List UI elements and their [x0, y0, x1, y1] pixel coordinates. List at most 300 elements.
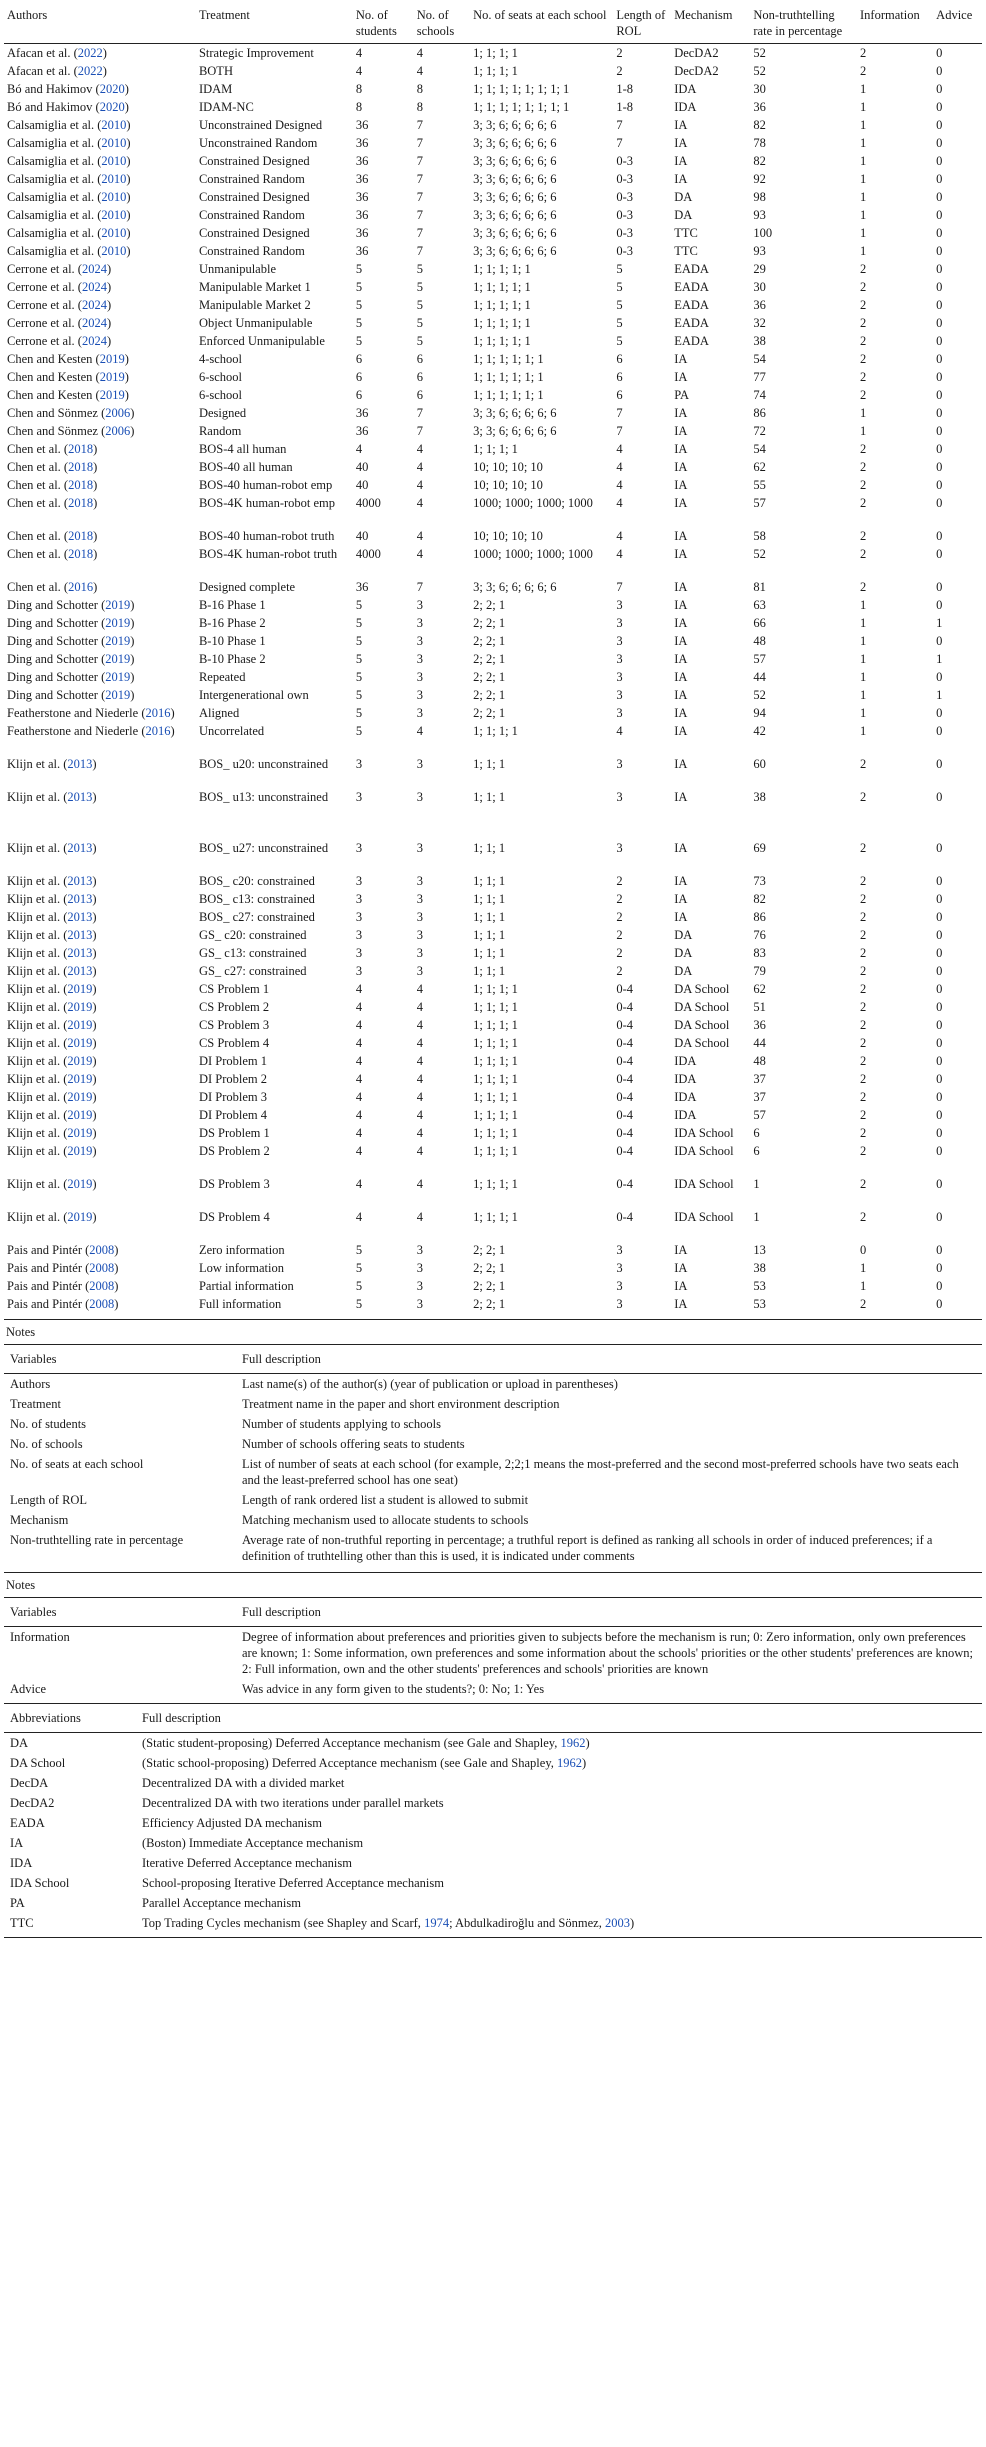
cell-treatment: IDAM	[198, 82, 233, 96]
table-row	[4, 1295, 982, 1313]
cell-author	[4, 368, 196, 386]
citation-link[interactable]: 2003	[604, 1916, 630, 1930]
cell-rol: 5	[616, 298, 623, 312]
author-year-link[interactable]: 2013	[67, 841, 93, 855]
cell-schools: 3	[416, 1243, 424, 1257]
cell-author	[4, 1034, 196, 1052]
paren: )	[170, 724, 175, 738]
cell-schools: 4	[416, 442, 424, 456]
col-mechanism: Mechanism	[674, 8, 733, 22]
cell-ntr: 54	[753, 442, 766, 456]
cell-treatment: Aligned	[198, 706, 240, 720]
author-year-link[interactable]: 2010	[101, 208, 127, 222]
author-year-link[interactable]: 2010	[101, 136, 127, 150]
abbr-description	[136, 1853, 982, 1873]
cell-ntr: 32	[753, 316, 766, 330]
cell-rol: 4	[616, 496, 623, 510]
citation-link[interactable]: 1974	[424, 1916, 450, 1930]
cell-students: 5	[355, 280, 363, 294]
table-row	[4, 1088, 982, 1106]
notes-description: Average rate of non-truthful reporting in percentage; a truthful report is defined as ranking all schools in order of induced preferences; if a definition of truthtelling other than this is used, it is indicated under comments	[242, 1533, 933, 1563]
cell-students: 3	[355, 790, 363, 804]
author-name: Calsamiglia et al. (	[7, 244, 102, 258]
cell-seats: 1; 1; 1	[473, 910, 506, 924]
author-year-link[interactable]: 2019	[105, 688, 131, 702]
cell-seats: 2; 2; 1	[473, 706, 506, 720]
abbr-text: )	[629, 1916, 635, 1930]
author-year-link[interactable]: 2008	[89, 1297, 115, 1311]
cell-author	[4, 152, 196, 170]
notes-description: Number of schools offering seats to students	[242, 1437, 465, 1451]
author-year-link[interactable]: 2006	[105, 424, 131, 438]
cell-schools: 7	[416, 208, 424, 222]
cell-seats: 1; 1; 1; 1; 1	[473, 316, 531, 330]
cell-ntr: 69	[753, 841, 766, 855]
cell-students: 3	[355, 874, 363, 888]
cell-students: 4	[355, 1108, 363, 1122]
table-row	[4, 170, 982, 188]
cell-treatment: Constrained Random	[198, 172, 305, 186]
cell-students: 36	[355, 172, 369, 186]
cell-author	[4, 296, 196, 314]
cell-information: 2	[860, 1126, 867, 1140]
cell-author	[4, 668, 196, 686]
cell-schools: 7	[416, 118, 424, 132]
author-name: Klijn et al. (	[7, 1108, 68, 1122]
author-name: Klijn et al. (	[7, 910, 68, 924]
cell-rol: 0-4	[616, 1177, 633, 1191]
author-year-link[interactable]: 2013	[67, 790, 93, 804]
cell-information: 1	[860, 172, 867, 186]
author-year-link[interactable]: 2019	[105, 616, 131, 630]
cell-information: 2	[860, 46, 867, 60]
author-year-link[interactable]: 2019	[67, 1144, 93, 1158]
cell-ntr: 52	[753, 547, 766, 561]
cell-students: 4	[355, 1054, 363, 1068]
author-year-link[interactable]: 2019	[67, 1177, 93, 1191]
cell-schools: 3	[416, 670, 424, 684]
cell-advice: 0	[936, 388, 943, 402]
author-year-link[interactable]: 2018	[68, 460, 94, 474]
citation-link[interactable]: 1962	[557, 1756, 583, 1770]
col-authors: Authors	[7, 8, 48, 22]
author-year-link[interactable]: 2010	[101, 226, 127, 240]
cell-seats: 1; 1; 1	[473, 892, 506, 906]
cell-author	[4, 980, 196, 998]
cell-ntr: 36	[753, 100, 766, 114]
paren: )	[93, 496, 98, 510]
author-year-link[interactable]: 2010	[101, 244, 127, 258]
paren: )	[106, 262, 112, 276]
cell-seats: 1; 1; 1	[473, 874, 506, 888]
cell-students: 5	[355, 670, 363, 684]
paren: )	[130, 424, 135, 438]
cell-mechanism: IA	[674, 406, 688, 420]
cell-schools: 6	[416, 370, 424, 384]
paren: )	[93, 547, 98, 561]
cell-treatment: Unconstrained Random	[198, 136, 318, 150]
notes-row	[4, 1530, 982, 1566]
abbr-row	[4, 1853, 982, 1873]
cell-advice: 0	[936, 928, 943, 942]
cell-seats: 1; 1; 1; 1	[473, 1177, 518, 1191]
table-row	[4, 1070, 982, 1088]
cell-seats: 1000; 1000; 1000; 1000	[473, 547, 593, 561]
author-year-link[interactable]: 2016	[68, 580, 94, 594]
author-year-link[interactable]: 2019	[99, 352, 125, 366]
abbr-text: Top Trading Cycles mechanism (see Shapley and Scarf,	[142, 1916, 425, 1930]
cell-seats: 1; 1; 1; 1	[473, 64, 518, 78]
cell-mechanism: IDA School	[674, 1126, 734, 1140]
cell-schools: 7	[416, 136, 424, 150]
cell-author	[4, 314, 196, 332]
table-row	[4, 1175, 982, 1208]
author-year-link[interactable]: 2016	[145, 724, 171, 738]
cell-rol: 4	[616, 460, 623, 474]
cell-information: 2	[860, 262, 867, 276]
author-year-link[interactable]: 2024	[81, 262, 107, 276]
cell-schools: 7	[416, 226, 424, 240]
paren: )	[92, 1126, 97, 1140]
abbr-key: DecDA2	[10, 1796, 55, 1810]
table-row	[4, 1259, 982, 1277]
cell-ntr: 6	[753, 1144, 760, 1158]
cell-mechanism: IDA	[674, 1054, 697, 1068]
cell-schools: 4	[416, 1177, 424, 1191]
cell-advice: 0	[936, 136, 943, 150]
author-year-link[interactable]: 2019	[105, 652, 131, 666]
table-row	[4, 476, 982, 494]
author-year-link[interactable]: 2019	[67, 1036, 93, 1050]
paren: )	[92, 874, 97, 888]
cell-advice: 0	[936, 316, 943, 330]
table-row	[4, 890, 982, 908]
cell-information: 2	[860, 1108, 867, 1122]
cell-schools: 3	[416, 874, 424, 888]
cell-information: 1	[860, 154, 867, 168]
paren: )	[92, 790, 97, 804]
cell-seats: 1; 1; 1; 1	[473, 1036, 518, 1050]
cell-rol: 4	[616, 529, 623, 543]
cell-author	[4, 704, 196, 722]
cell-information: 2	[860, 1072, 867, 1086]
cell-treatment: DI Problem 1	[198, 1054, 267, 1068]
author-year-link[interactable]: 2020	[99, 100, 125, 114]
cell-treatment: 6-school	[198, 370, 242, 384]
notes-variable: No. of schools	[10, 1437, 83, 1451]
author-year-link[interactable]: 2019	[67, 1210, 93, 1224]
abbr-text: Iterative Deferred Acceptance mechanism	[142, 1856, 352, 1870]
cell-advice: 0	[936, 874, 943, 888]
cell-students: 5	[355, 706, 363, 720]
cell-treatment: DI Problem 4	[198, 1108, 267, 1122]
cell-students: 3	[355, 841, 363, 855]
paren: )	[114, 1243, 119, 1257]
cell-treatment: Manipulable Market 2	[198, 298, 311, 312]
cell-treatment: Constrained Random	[198, 208, 305, 222]
paren: )	[92, 1144, 97, 1158]
table-row	[4, 278, 982, 296]
paren: )	[106, 280, 112, 294]
author-year-link[interactable]: 2008	[89, 1279, 115, 1293]
cell-seats: 1; 1; 1; 1	[473, 1126, 518, 1140]
paren: )	[126, 226, 131, 240]
cell-treatment: DS Problem 2	[198, 1144, 270, 1158]
cell-students: 3	[355, 757, 363, 771]
author-year-link[interactable]: 2018	[68, 547, 94, 561]
author-year-link[interactable]: 2010	[101, 172, 127, 186]
cell-advice: 0	[936, 1018, 943, 1032]
cell-author	[4, 839, 196, 872]
author-year-link[interactable]: 2019	[105, 598, 131, 612]
author-year-link[interactable]: 2019	[67, 1000, 93, 1014]
cell-seats: 2; 2; 1	[473, 598, 506, 612]
cell-schools: 7	[416, 580, 424, 594]
author-year-link[interactable]: 2016	[145, 706, 171, 720]
author-name: Chen and Kesten (	[7, 388, 100, 402]
paren: )	[93, 580, 98, 594]
table-row	[4, 1016, 982, 1034]
cell-author	[4, 596, 196, 614]
cell-seats: 1; 1; 1; 1	[473, 982, 518, 996]
cell-students: 5	[355, 1261, 363, 1275]
author-year-link[interactable]: 2019	[67, 1072, 93, 1086]
cell-ntr: 38	[753, 790, 766, 804]
cell-information: 2	[860, 478, 867, 492]
author-year-link[interactable]: 2018	[68, 496, 94, 510]
cell-seats: 3; 3; 6; 6; 6; 6; 6	[473, 172, 557, 186]
author-year-link[interactable]: 2010	[101, 118, 127, 132]
cell-treatment: B-16 Phase 1	[198, 598, 266, 612]
author-name: Cerrone et al. (	[7, 334, 82, 348]
cell-mechanism: IA	[674, 136, 688, 150]
cell-ntr: 60	[753, 757, 766, 771]
cell-students: 5	[355, 298, 363, 312]
paren: )	[93, 529, 98, 543]
cell-treatment: BOS_ u27: unconstrained	[198, 841, 329, 855]
cell-ntr: 52	[753, 688, 766, 702]
cell-students: 4000	[355, 496, 381, 510]
cell-treatment: BOS_ c20: constrained	[198, 874, 315, 888]
cell-information: 2	[860, 1036, 867, 1050]
cell-information: 2	[860, 1210, 867, 1224]
author-year-link[interactable]: 2019	[105, 634, 131, 648]
cell-advice: 0	[936, 190, 943, 204]
author-year-link[interactable]: 2010	[101, 190, 127, 204]
cell-seats: 1; 1; 1; 1	[473, 1090, 518, 1104]
author-year-link[interactable]: 2018	[68, 529, 94, 543]
cell-seats: 1; 1; 1; 1; 1; 1	[473, 388, 544, 402]
cell-ntr: 82	[753, 892, 766, 906]
cell-rol: 3	[616, 1279, 623, 1293]
cell-author	[4, 242, 196, 260]
author-name: Klijn et al. (	[7, 964, 68, 978]
author-year-link[interactable]: 2006	[105, 406, 131, 420]
table-row	[4, 80, 982, 98]
notes-row	[4, 1414, 982, 1434]
cell-information: 1	[860, 118, 867, 132]
cell-advice: 0	[936, 598, 943, 612]
author-year-link[interactable]: 2019	[99, 388, 125, 402]
cell-mechanism: IA	[674, 460, 688, 474]
notes-description: Number of students applying to schools	[242, 1417, 441, 1431]
cell-students: 3	[355, 928, 363, 942]
paren: )	[130, 688, 135, 702]
cell-advice: 0	[936, 460, 943, 474]
cell-seats: 2; 2; 1	[473, 1243, 506, 1257]
cell-schools: 4	[416, 529, 424, 543]
cell-information: 2	[860, 1177, 867, 1191]
author-year-link[interactable]: 2019	[67, 1126, 93, 1140]
cell-students: 4	[355, 1072, 363, 1086]
table-row	[4, 350, 982, 368]
abbr-row	[4, 1753, 982, 1773]
author-name: Klijn et al. (	[7, 1000, 68, 1014]
notes-col-description: Full description	[242, 1605, 321, 1619]
abbr-description	[136, 1893, 982, 1913]
cell-ntr: 94	[753, 706, 766, 720]
author-year-link[interactable]: 2019	[67, 1090, 93, 1104]
author-name: Calsamiglia et al. (	[7, 154, 102, 168]
cell-treatment: Unmanipulable	[198, 262, 277, 276]
author-year-link[interactable]: 2019	[67, 982, 93, 996]
paren: )	[130, 616, 135, 630]
cell-advice: 0	[936, 100, 943, 114]
cell-advice: 0	[936, 118, 943, 132]
cell-information: 1	[860, 244, 867, 258]
author-name: Ding and Schotter (	[7, 670, 106, 684]
table-row	[4, 404, 982, 422]
table-row	[4, 134, 982, 152]
author-name: Chen and Kesten (	[7, 352, 100, 366]
cell-schools: 3	[416, 910, 424, 924]
abbr-description	[136, 1753, 982, 1773]
cell-information: 1	[860, 670, 867, 684]
cell-author	[4, 788, 196, 839]
cell-seats: 1; 1; 1; 1	[473, 1018, 518, 1032]
author-year-link[interactable]: 2008	[89, 1261, 115, 1275]
paren: )	[92, 946, 97, 960]
cell-advice: 0	[936, 1279, 943, 1293]
citation-link[interactable]: 1962	[560, 1736, 586, 1750]
cell-rol: 1-8	[616, 100, 633, 114]
author-year-link[interactable]: 2019	[99, 370, 125, 384]
cell-seats: 2; 2; 1	[473, 634, 506, 648]
cell-author	[4, 404, 196, 422]
notes-variable: No. of seats at each school	[10, 1457, 144, 1471]
cell-ntr: 82	[753, 118, 766, 132]
abbr-text: (Static student-proposing) Deferred Acceptance mechanism (see Gale and Shapley,	[142, 1736, 561, 1750]
cell-ntr: 73	[753, 874, 766, 888]
cell-information: 2	[860, 1000, 867, 1014]
author-year-link[interactable]: 2020	[99, 82, 125, 96]
author-year-link[interactable]: 2024	[81, 316, 107, 330]
abbr-key: DA	[10, 1736, 29, 1750]
cell-seats: 1; 1; 1; 1; 1	[473, 298, 531, 312]
cell-advice: 0	[936, 280, 943, 294]
table-row	[4, 116, 982, 134]
author-year-link[interactable]: 2013	[67, 874, 93, 888]
notes-variable: Authors	[10, 1377, 51, 1391]
cell-seats: 1; 1; 1; 1	[473, 1000, 518, 1014]
cell-author	[4, 908, 196, 926]
paren: )	[126, 136, 131, 150]
author-name: Klijn et al. (	[7, 790, 68, 804]
author-year-link[interactable]: 2019	[105, 670, 131, 684]
author-year-link[interactable]: 2019	[67, 1018, 93, 1032]
author-year-link[interactable]: 2018	[68, 478, 94, 492]
cell-rol: 0-4	[616, 1036, 633, 1050]
author-year-link[interactable]: 2018	[68, 442, 94, 456]
cell-rol: 3	[616, 652, 623, 666]
paren: )	[93, 442, 98, 456]
table-row	[4, 944, 982, 962]
cell-mechanism: IA	[674, 790, 688, 804]
notes-description: Length of rank ordered list a student is allowed to submit	[242, 1493, 529, 1507]
cell-students: 3	[355, 892, 363, 906]
cell-author	[4, 1106, 196, 1124]
author-year-link[interactable]: 2019	[67, 1054, 93, 1068]
cell-advice: 0	[936, 64, 943, 78]
author-year-link[interactable]: 2022	[77, 46, 103, 60]
author-name: Bó and Hakimov (	[7, 82, 100, 96]
author-year-link[interactable]: 2013	[67, 928, 93, 942]
author-name: Klijn et al. (	[7, 1177, 68, 1191]
cell-information: 2	[860, 874, 867, 888]
author-year-link[interactable]: 2024	[81, 280, 107, 294]
table-row	[4, 545, 982, 578]
cell-mechanism: IA	[674, 1297, 688, 1311]
author-name: Pais and Pintér (	[7, 1243, 90, 1257]
abbr-description	[136, 1833, 982, 1853]
author-name: Klijn et al. (	[7, 1054, 68, 1068]
cell-author	[4, 650, 196, 668]
author-name: Chen et al. (	[7, 547, 69, 561]
author-year-link[interactable]: 2024	[81, 298, 107, 312]
cell-information: 2	[860, 910, 867, 924]
author-year-link[interactable]: 2010	[101, 154, 127, 168]
table-row	[4, 62, 982, 80]
author-name: Klijn et al. (	[7, 1210, 68, 1224]
author-year-link[interactable]: 2022	[77, 64, 103, 78]
cell-advice: 0	[936, 1036, 943, 1050]
abbr-description	[136, 1733, 982, 1754]
cell-seats: 1; 1; 1; 1; 1; 1	[473, 370, 544, 384]
cell-information: 2	[860, 496, 867, 510]
cell-seats: 1; 1; 1; 1; 1; 1; 1; 1	[473, 82, 570, 96]
author-year-link[interactable]: 2013	[67, 757, 93, 771]
cell-mechanism: DA	[674, 964, 693, 978]
cell-rol: 3	[616, 670, 623, 684]
author-year-link[interactable]: 2013	[67, 892, 93, 906]
cell-treatment: DS Problem 4	[198, 1210, 270, 1224]
author-year-link[interactable]: 2013	[67, 910, 93, 924]
cell-author	[4, 494, 196, 527]
cell-treatment: Strategic Improvement	[198, 46, 314, 60]
author-year-link[interactable]: 2013	[67, 946, 93, 960]
divider	[4, 1937, 982, 1938]
author-year-link[interactable]: 2008	[89, 1243, 115, 1257]
author-year-link[interactable]: 2019	[67, 1108, 93, 1122]
cell-schools: 4	[416, 1210, 424, 1224]
cell-information: 2	[860, 316, 867, 330]
paren: )	[130, 634, 135, 648]
author-year-link[interactable]: 2024	[81, 334, 107, 348]
cell-schools: 3	[416, 892, 424, 906]
abbr-key: IDA	[10, 1856, 33, 1870]
author-year-link[interactable]: 2013	[67, 964, 93, 978]
cell-rol: 2	[616, 928, 623, 942]
